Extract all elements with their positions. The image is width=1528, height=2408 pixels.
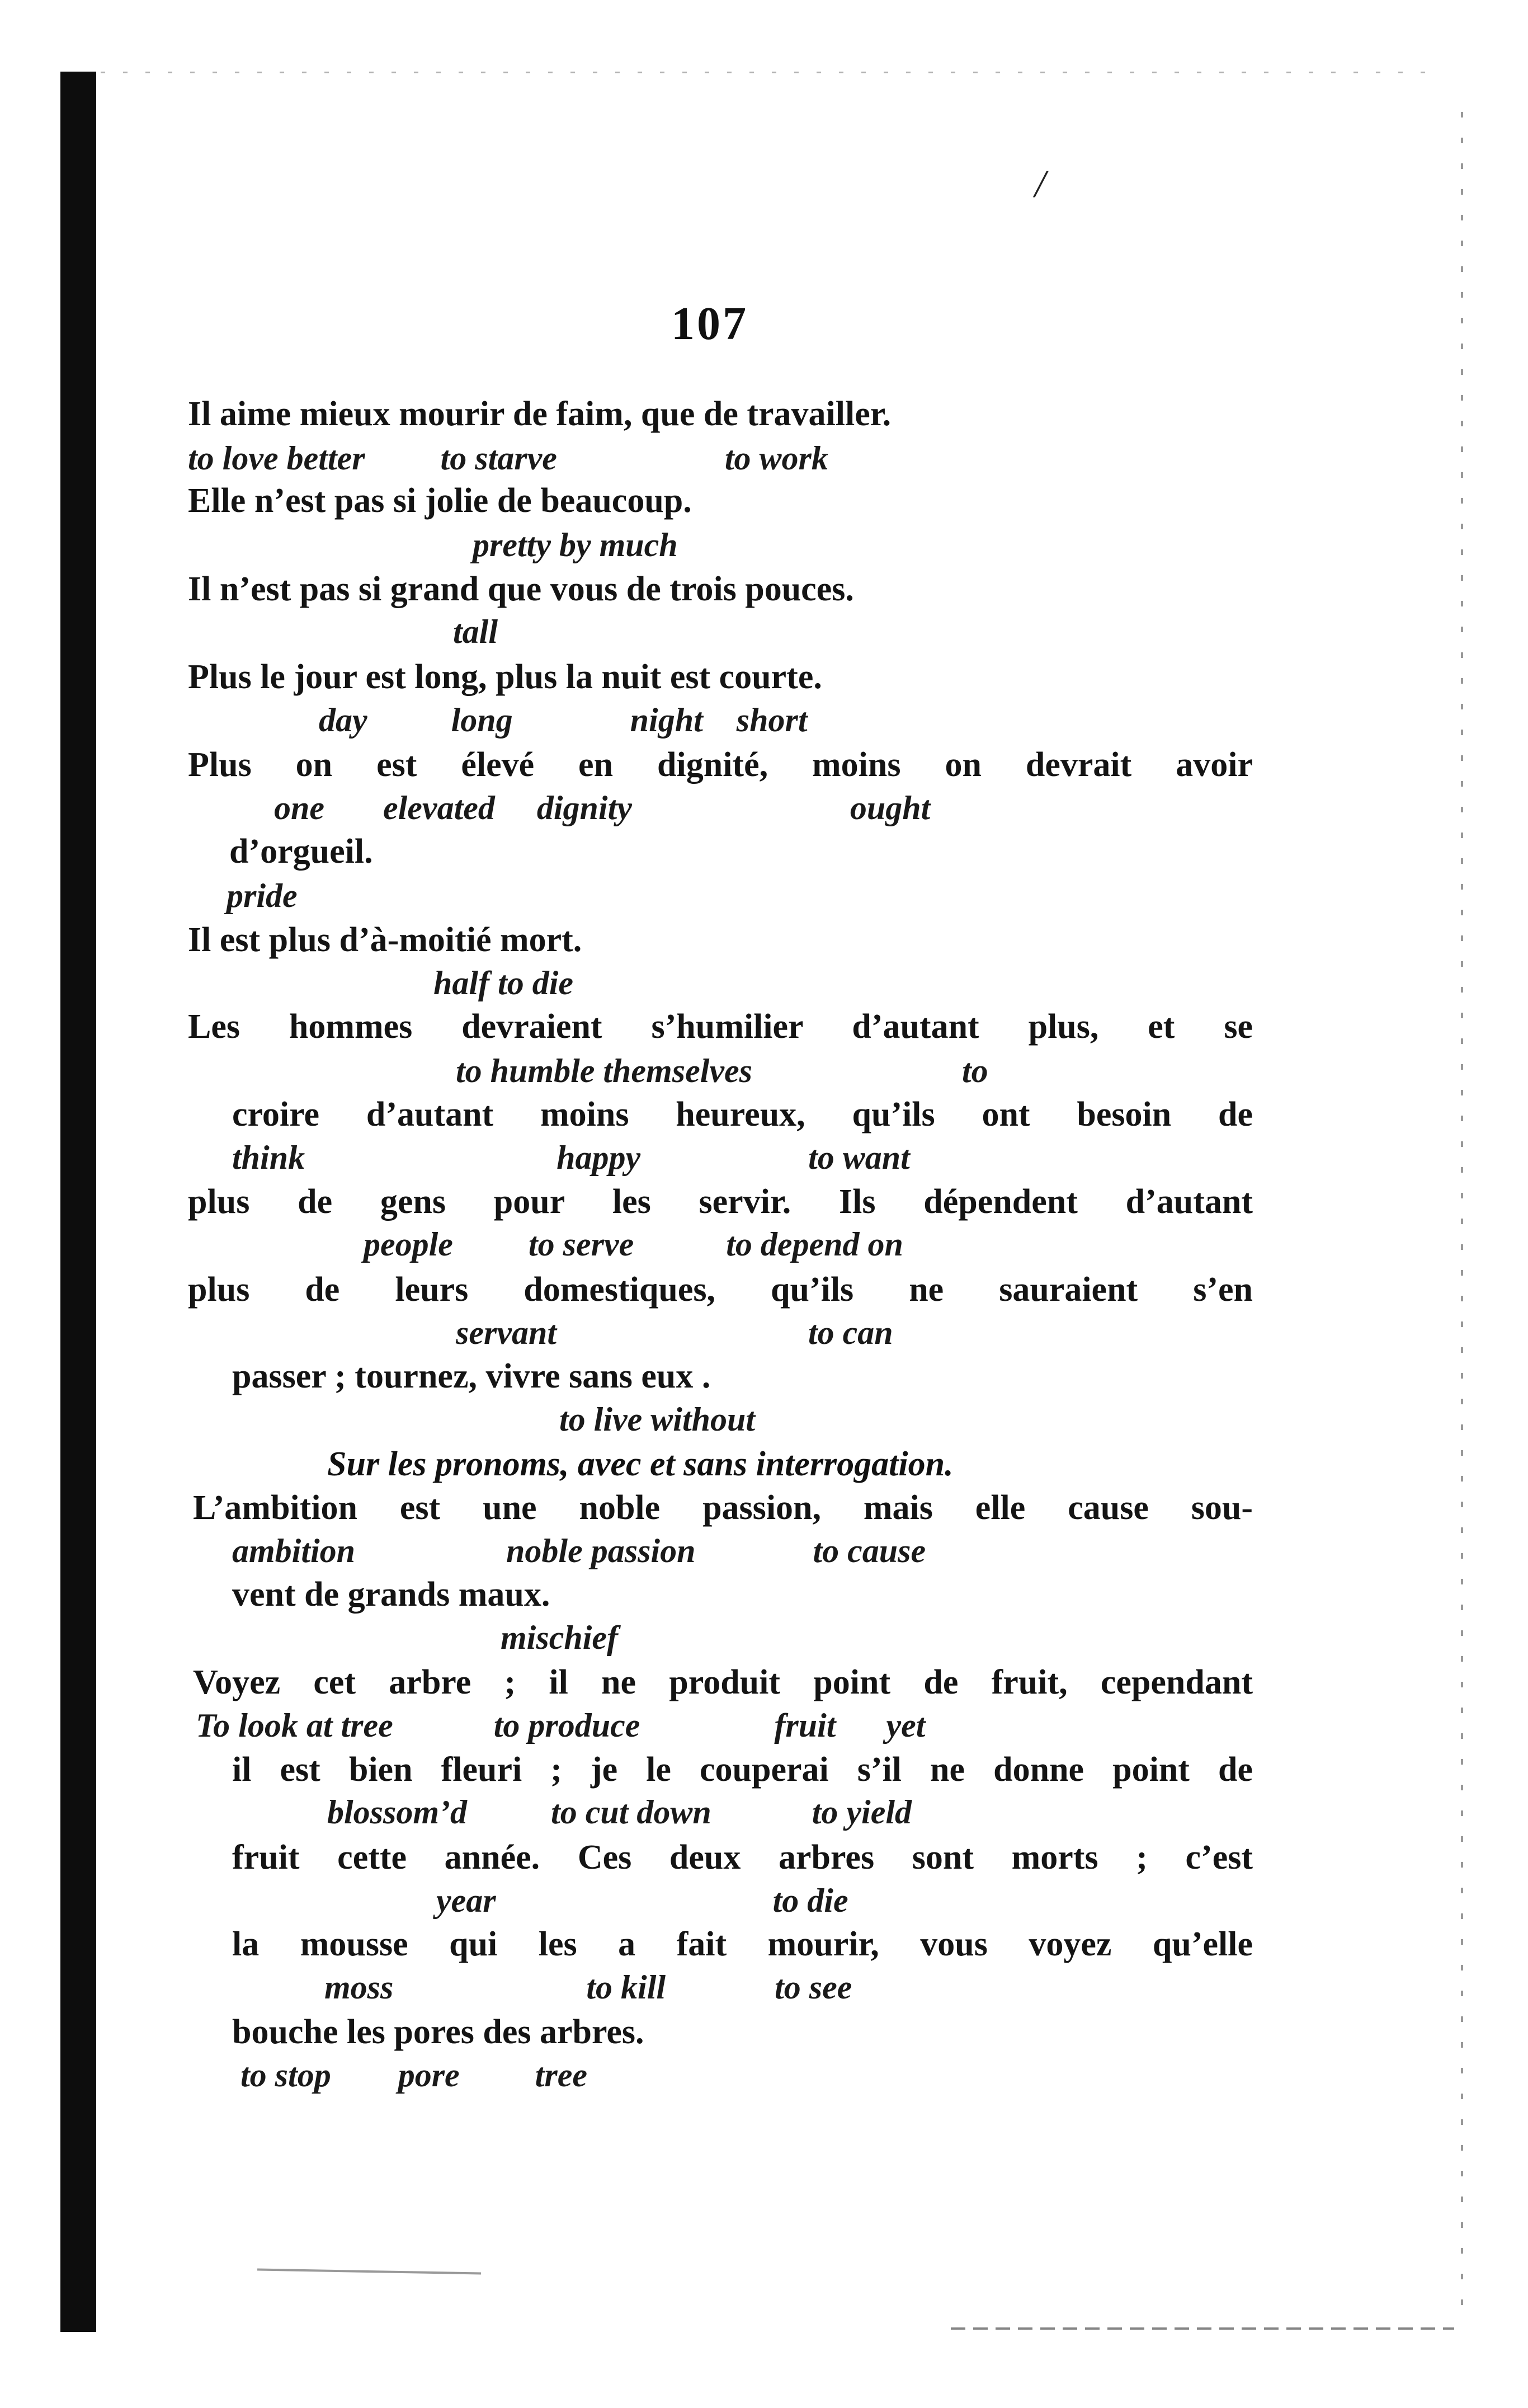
french-line: fruit cette année. Ces deux arbres sont morts ; c’est xyxy=(232,1838,1253,1876)
french-line: Voyez cet arbre ; il ne produit point de fruit, cependant xyxy=(193,1663,1253,1701)
pencil-scribble xyxy=(257,2269,481,2275)
french-line: bouche les pores des arbres. xyxy=(232,2013,644,2051)
french-line: Il aime mieux mourir de faim, que de travailler. xyxy=(188,395,892,433)
book-spine-shadow xyxy=(60,72,96,2332)
corner-mark: / xyxy=(1035,163,1046,206)
french-line: Il n’est pas si grand que vous de trois pouces. xyxy=(188,570,854,608)
french-line: plus de gens pour les servir. Ils dépendent d’autant xyxy=(188,1183,1253,1221)
page-edge-right xyxy=(1461,112,1463,2305)
english-gloss: mischief xyxy=(501,1619,618,1656)
english-gloss: people to serve to depend on xyxy=(364,1226,903,1263)
english-gloss: to live without xyxy=(559,1401,756,1438)
english-gloss: To look at tree to produce fruit yet xyxy=(196,1707,926,1744)
french-line: Les hommes devraient s’humilier d’autant plus, et se xyxy=(188,1008,1253,1046)
english-gloss: servant to can xyxy=(456,1314,893,1351)
french-line: Elle n’est pas si jolie de beaucoup. xyxy=(188,482,692,520)
english-gloss: year to die xyxy=(436,1882,848,1919)
french-line: Plus le jour est long, plus la nuit est courte. xyxy=(188,658,822,696)
english-gloss: moss to kill to see xyxy=(324,1969,852,2006)
french-line: Il est plus d’à-moitié mort. xyxy=(188,921,582,959)
french-line: il est bien fleuri ; je le couperai s’il ne donne point de xyxy=(232,1751,1253,1789)
english-gloss: one elevated dignity ought xyxy=(274,789,931,826)
english-gloss: to love better to starve to work xyxy=(188,440,828,477)
english-gloss: to stop pore tree xyxy=(240,2057,587,2094)
english-gloss: think happy to want xyxy=(232,1139,910,1176)
french-line: L’ambition est une noble passion, mais elle cause sou- xyxy=(193,1489,1253,1527)
french-line: d’orgueil. xyxy=(229,833,373,871)
english-gloss: half to die xyxy=(433,965,573,1001)
french-line: Plus on est élevé en dignité, moins on devrait avoir xyxy=(188,746,1253,784)
page-number: 107 xyxy=(671,298,748,350)
english-gloss: tall xyxy=(453,613,498,650)
french-line: plus de leurs domestiques, qu’ils ne sauraient s’en xyxy=(188,1271,1253,1309)
section-heading: Sur les pronoms, avec et sans interrogation. xyxy=(327,1445,954,1483)
english-gloss: blossom’d to cut down to yield xyxy=(327,1794,912,1831)
french-line: vent de grands maux. xyxy=(232,1575,550,1614)
english-gloss: day long night short xyxy=(319,702,808,739)
english-gloss: ambition noble passion to cause xyxy=(232,1532,926,1569)
english-gloss: to humble themselves to xyxy=(456,1052,988,1089)
french-line: passer ; tournez, vivre sans eux . xyxy=(232,1357,711,1395)
page-edge-bottom xyxy=(951,2327,1454,2330)
english-gloss: pretty by much xyxy=(473,526,678,563)
french-line: la mousse qui les a fait mourir, vous voyez qu’elle xyxy=(232,1925,1253,1963)
english-gloss: pride xyxy=(227,877,298,914)
page-edge-top xyxy=(101,72,1443,73)
french-line: croire d’autant moins heureux, qu’ils ont besoin de xyxy=(232,1095,1253,1134)
